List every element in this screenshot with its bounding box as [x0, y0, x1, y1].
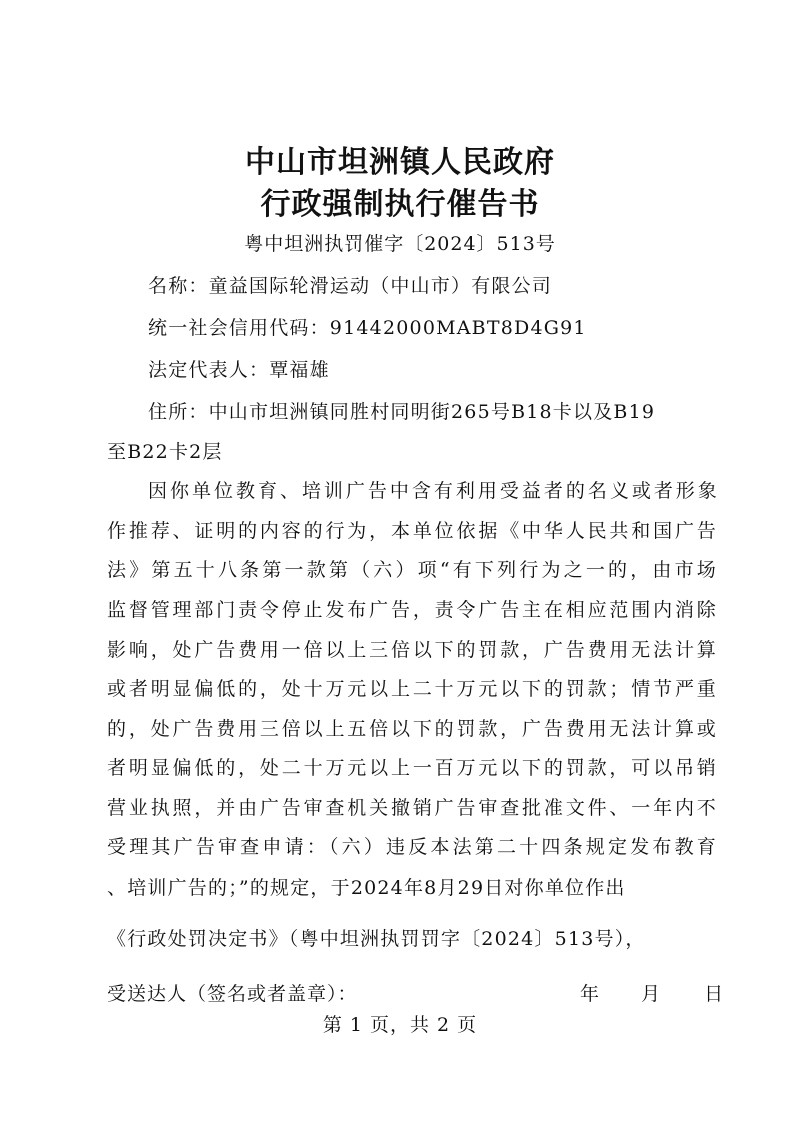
- party-credit-code: 统一社会信用代码：91442000MABT8D4G91: [148, 317, 587, 339]
- body-line: 营业执照，并由广告审查机关撤销广告审查批准文件、一年内不: [107, 797, 717, 819]
- party-legal-representative: 法定代表人：覃福雄: [148, 359, 330, 381]
- month-label: 月: [641, 983, 661, 1005]
- document-title-authority: 中山市坦洲镇人民政府: [245, 145, 555, 180]
- body-line: 的，处广告费用三倍以上五倍以下的罚款，广告费用无法计算或: [107, 718, 717, 740]
- party-address-line-1: 住所：中山市坦洲镇同胜村同明街265号B18卡以及B19: [148, 401, 656, 423]
- day-label: 日: [704, 983, 724, 1005]
- body-line: 因你单位教育、培训广告中含有利用受益者的名义或者形象: [148, 480, 718, 502]
- document-number: 粤中坦洲执罚催字〔2024〕513号: [244, 233, 556, 255]
- body-line: 受理其广告审查申请：（六）违反本法第二十四条规定发布教育: [107, 836, 717, 858]
- body-line: 、培训广告的；”的规定，于2024年8月29日对你单位作出: [107, 877, 626, 899]
- body-line: 监督管理部门责令停止发布广告，责令广告主在相应范围内消除: [107, 599, 717, 621]
- body-line: 作推荐、证明的内容的行为，本单位依据《中华人民共和国广告: [107, 520, 717, 542]
- party-address-line-2: 至B22卡2层: [107, 441, 223, 463]
- body-line: 影响，处广告费用一倍以上三倍以下的罚款，广告费用无法计算: [107, 639, 717, 661]
- page-indicator: 第 1 页，共 2 页: [322, 1014, 478, 1036]
- body-line: 者明显偏低的，处二十万元以上一百万元以下的罚款，可以吊销: [107, 757, 717, 779]
- body-line: 法》第五十八条第一款第（六）项“有下列行为之一的，由市场: [107, 559, 717, 581]
- signature-date: [580, 980, 723, 1008]
- body-line: 或者明显偏低的，处十万元以上二十万元以下的罚款；情节严重: [107, 678, 717, 700]
- party-name: 名称：童益国际轮滑运动（中山市）有限公司: [148, 275, 553, 297]
- document-title-type: 行政强制执行催告书: [260, 187, 540, 222]
- year-label: 年: [580, 983, 600, 1005]
- recipient-signature-label: 受送达人（签名或者盖章）：: [107, 983, 358, 1005]
- body-line-decision-reference: 《行政处罚决定书》（粤中坦洲执罚罚字〔2024〕513号），: [107, 928, 646, 950]
